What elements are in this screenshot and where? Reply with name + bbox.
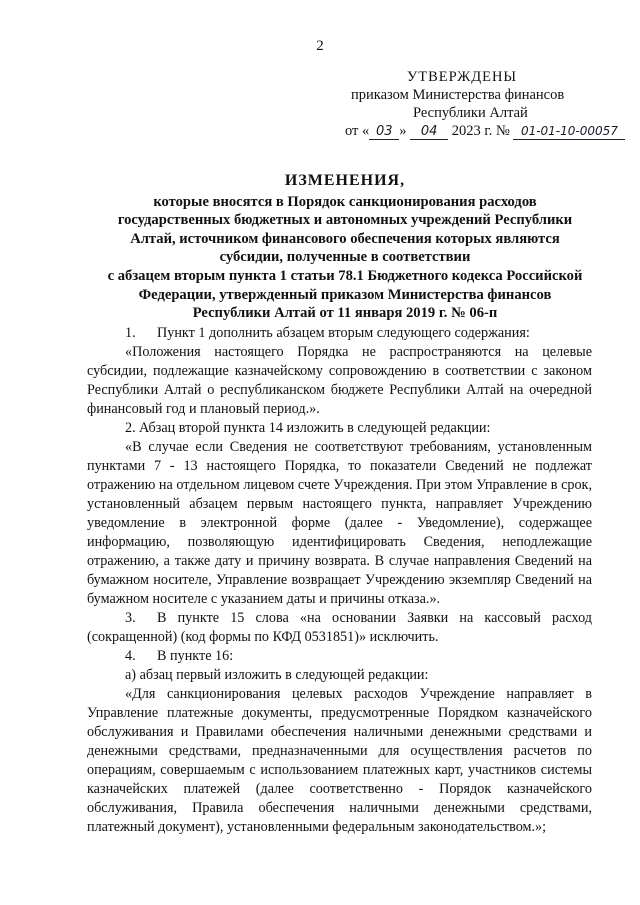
title-line: которые вносятся в Порядок санкционирования расходов: [153, 193, 537, 210]
item-text: Пункт 1 дополнить абзацем вторым следующего содержания:: [157, 325, 530, 341]
item-1: [87, 324, 592, 343]
approval-stamp: [345, 68, 635, 140]
approval-line-republic: Республики Алтай: [413, 105, 528, 121]
item-4: [87, 647, 592, 666]
item-4-subitem: а) абзац первый изложить в следующей редакции:: [125, 667, 429, 683]
approval-date-line: [345, 122, 635, 140]
handwritten-order-number: 01-01-10-00057: [513, 124, 625, 140]
title-line: субсидии, полученные в соответствии: [219, 249, 471, 266]
title-line: Республики Алтай от 11 января 2019 г. № 06-п: [192, 305, 498, 322]
approval-heading: УТВЕРЖДЕНЫ: [407, 69, 518, 85]
document-title: [80, 172, 610, 323]
title-line: с абзацем вторым пункта 1 статьи 78.1 Бюджетного кодекса Российской: [107, 267, 583, 284]
title-heading: ИЗМЕНЕНИЯ,: [284, 172, 406, 189]
approval-line-order: приказом Министерства финансов: [351, 87, 565, 103]
document-body: [87, 324, 592, 837]
page-number: 2: [316, 38, 324, 54]
item-number: 4.: [125, 648, 136, 664]
date-suffix: »: [399, 123, 407, 139]
date-prefix: от «: [345, 123, 370, 139]
handwritten-day: 03: [369, 124, 399, 140]
item-1-quote: «Положения настоящего Порядка не распространяются на целевые субсидии, подлежащие казначейскому сопровождению в соответствии с законом Республики Алтай о республиканском бюджете Республики Алтай на очередной финансовый год и плановый период.».: [87, 344, 592, 417]
year-text: 2023 г. №: [451, 123, 510, 139]
item-4-quote: «Для санкционирования целевых расходов Учреждение направляет в Управление платежные документы, предусмотренные Порядком казначейского обслуживания и Правилами обеспечения наличными денежными средствами и денежными средствами, предназначенными для осуществления расчетов по операциям, совершаемым с использованием платежных карт, участников системы казначейских платежей (далее соответственно - Порядок казначейского обслуживания, Правила обеспечения наличными денежными средствами, платежный документ), установленными федеральным законодательством.»;: [87, 686, 592, 835]
item-text: В пункте 16:: [157, 648, 234, 664]
title-line: государственных бюджетных и автономных учреждений Республики: [117, 212, 573, 229]
item-number: 1.: [125, 325, 136, 341]
item-2-quote: «В случае если Сведения не соответствуют требованиям, установленным пунктами 7 - 13 настоящего Порядка, то показатели Сведений не подлежат отражению на отдельном лицевом счете Учреждения. При этом Управление в срок, установленный абзацем первым настоящего пункта, направляет Учреждению уведомление в электронной форме (далее - Уведомление), содержащее информацию, позволяющую идентифицировать Сведения, неподлежащие отражению, а также дату и причину возврата. В случае направления Сведений на бумажном носителе, Управление возвращает Учреждению экземпляр Сведений на бумажном носителе с указанием даты и причины отказа.».: [87, 439, 592, 607]
item-text: Абзац второй пункта 14 изложить в следующей редакции:: [139, 420, 491, 436]
item-text: В пункте 15 слова «на основании Заявки на кассовый расход (сокращенной) (код формы по КФД 0531851)» исключить.: [87, 610, 592, 645]
title-line: Алтай, источником финансового обеспечения которых являются: [130, 230, 560, 247]
handwritten-month: 04: [410, 124, 448, 140]
item-number: 2.: [125, 420, 136, 436]
item-2: [87, 419, 592, 438]
item-number: 3.: [125, 610, 136, 626]
item-3: [87, 609, 592, 647]
title-line: Федерации, утвержденный приказом Министерства финансов: [138, 286, 552, 303]
